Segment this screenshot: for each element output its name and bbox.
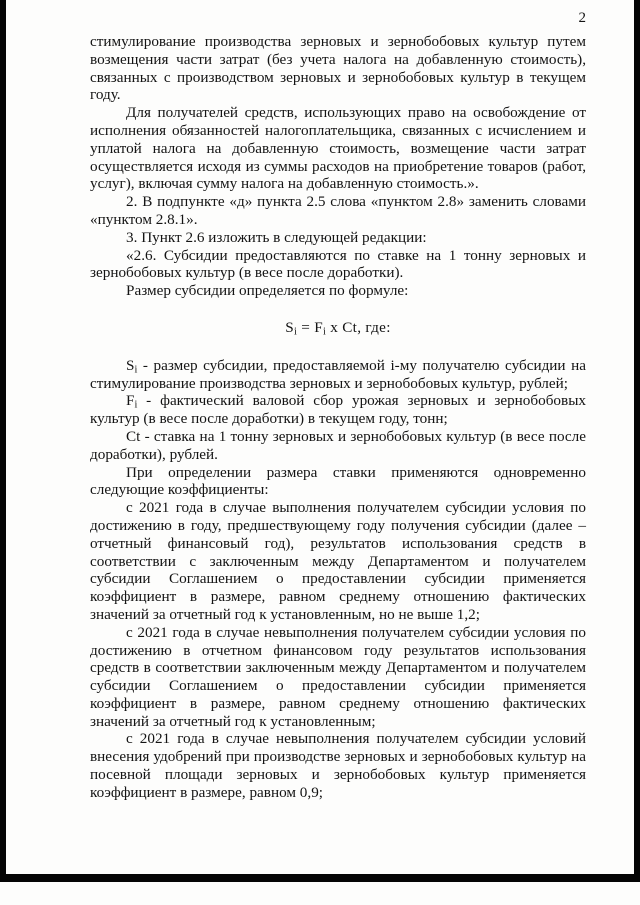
- formula: $S_i = F_i$ x Ct, где:: [285, 318, 391, 338]
- paragraph: 2. В подпункте «д» пункта 2.5 слова «пунктом 2.8» заменить словами «пунктом 2.8.1».: [90, 193, 586, 228]
- paragraph: Для получателей средств, использующих право на освобождение от исполнения обязанностей налогоплательщика, связанных с исчислением и уплатой налога на добавленную стоимость, возмещение части затрат осуществляется исходя из суммы расходов на приобретение товаров (работ, услуг), включая сумму налога на добавленную стоимость.».: [90, 104, 586, 193]
- paragraph: Размер субсидии определяется по формуле:: [126, 282, 409, 300]
- paragraph: При определении размера ставки применяются одновременно следующие коэффициенты:: [90, 463, 586, 499]
- document-body: [90, 33, 586, 802]
- scan-border-right: [634, 0, 640, 882]
- paragraph: $F_i$ - фактический валовой сбор урожая зерновых и зернобобовых культур (в весе после доработки) в текущем году, тонн;: [90, 392, 586, 428]
- paragraph: с 2021 года в случае выполнения получателем субсидии условия по достижению в году, предшествующему году получения субсидии (далее – отчетный финансовый год), результатов использования средств в соответствии с заключенным между Департаментом и получателем субсидии Соглашением о предоставлении субсидии применяется коэффициент в размере, равном среднему отношению фактических значений за отчетный год к установленным, но не выше 1,2;: [90, 499, 586, 623]
- scan-border-left: [0, 0, 6, 882]
- scan-border-bottom: [0, 874, 639, 882]
- paragraph: с 2021 года в случае невыполнения получателем субсидии условий внесения удобрений при производстве зерновых и зернобобовых культур на посевной площади зерновых и зернобобовых культур применяется коэффициент в размере, равном 0,9;: [90, 730, 586, 801]
- paragraph: стимулирование производства зерновых и зернобобовых культур путем возмещения части затрат (без учета налога на добавленную стоимость), связанных с производством зерновых и зернобобовых культур в текущем году.: [90, 33, 586, 104]
- paragraph: 3. Пункт 2.6 изложить в следующей редакции:: [126, 228, 427, 246]
- paragraph: $S_i$ - размер субсидии, предоставляемой i-му получателю субсидии на стимулирование производства зерновых и зернобобовых культур, рублей;: [90, 356, 586, 392]
- paragraph: «2.6. Субсидии предоставляются по ставке на 1 тонну зерновых и зернобобовых культур (в весе после доработки).: [90, 246, 586, 282]
- paragraph: Ct - ставка на 1 тонну зерновых и зернобобовых культур (в весе после доработки), рублей.: [90, 427, 586, 463]
- page-number: 2: [578, 10, 586, 26]
- paragraph: с 2021 года в случае невыполнения получателем субсидии условия по достижению в отчетном финансовом году результатов использования средств в соответствии заключенным между Департаментом и получателем субсидии Соглашением о предоставлении субсидии применяется коэффициент в размере, равном среднему отношению фактических значений за отчетный год к установленным;: [90, 623, 586, 730]
